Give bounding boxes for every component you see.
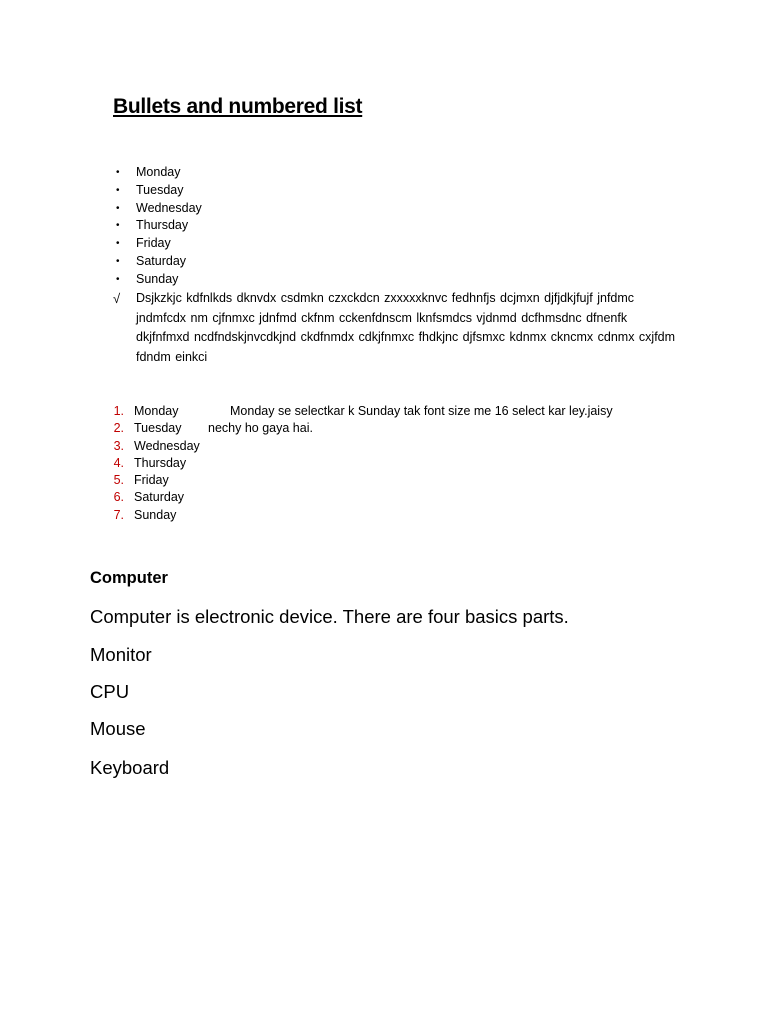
list-item xyxy=(113,271,202,289)
numbered-list-item xyxy=(113,455,613,472)
list-number: 6. xyxy=(113,490,124,505)
text-line: Dsjkzkjc kdfnlkds dknvdx csdmkn czxckdcn zxxxxxknvc fedhnfjs dcjmxn djfjdkjfujf jnfdmc xyxy=(136,291,635,305)
list-item-label: Friday xyxy=(136,236,171,251)
list-number: 4. xyxy=(113,455,124,470)
bullet-icon: • xyxy=(116,184,120,196)
list-item-label: Thursday xyxy=(136,218,189,233)
list-item-note: Monday se selectkar k Sunday tak font size me 16 select kar ley.jaisy xyxy=(230,404,613,418)
part-cpu: CPU xyxy=(90,681,130,702)
part-monitor: Monitor xyxy=(90,644,152,665)
list-item-label: Saturday xyxy=(134,490,185,505)
list-number: 3. xyxy=(113,438,124,453)
bullet-icon: • xyxy=(116,273,120,285)
checkmark-icon: √ xyxy=(113,291,121,306)
numbered-list-item xyxy=(113,507,613,524)
numbered-list-item xyxy=(113,438,613,455)
list-item-label: Sunday xyxy=(136,271,179,286)
text-line: jndmfcdx nm cjfnmxc jdnfmd ckfnm cckenfdnscm lknfsmdcs vjdnmd dcfhmsdnc dfnenfk xyxy=(136,310,628,325)
numbered-list-item xyxy=(113,403,613,420)
list-number: 5. xyxy=(113,473,124,488)
intro-paragraph: Computer is electronic device. There are four basics parts. xyxy=(90,606,569,627)
list-item xyxy=(113,235,202,253)
list-item xyxy=(113,253,202,271)
list-item-label: Saturday xyxy=(136,253,187,268)
list-item xyxy=(113,164,202,182)
checkmark-item-text xyxy=(136,289,693,367)
list-number: 2. xyxy=(113,421,124,436)
text-line: fdndm einkci xyxy=(136,349,208,364)
list-item xyxy=(113,200,202,218)
list-item-label: Monday xyxy=(136,165,181,179)
numbered-list-item xyxy=(113,420,613,437)
bullet-icon: • xyxy=(116,238,120,250)
list-item-label: Wednesday xyxy=(134,438,200,453)
bullet-icon: • xyxy=(116,202,120,214)
list-item-label: Thursday xyxy=(134,455,187,470)
list-number: 1. xyxy=(113,404,124,418)
bullet-icon: • xyxy=(116,167,120,178)
section-heading: Computer xyxy=(90,569,168,587)
list-item-note: nechy ho gaya hai. xyxy=(208,421,313,436)
bullet-icon: • xyxy=(116,220,120,232)
list-item-label: Friday xyxy=(134,473,169,488)
page-title: Bullets and numbered list xyxy=(113,95,363,118)
list-item xyxy=(113,182,202,200)
bullet-list xyxy=(113,164,202,289)
numbered-list-item xyxy=(113,472,613,489)
list-number: 7. xyxy=(113,507,124,522)
list-item-label: Monday xyxy=(134,404,179,418)
part-keyboard: Keyboard xyxy=(90,757,170,778)
list-item xyxy=(113,217,202,235)
numbered-list xyxy=(113,403,613,524)
checkmark-list-item xyxy=(113,289,693,367)
numbered-list-item xyxy=(113,489,613,506)
text-line: dkjfnfmxd ncdfndskjnvcdkjnd ckdfnmdx cdkjfnmxc fhdkjnc djfsmxc kdnmx ckncmx cdnmx cxjfdm xyxy=(136,330,676,344)
bullet-icon: • xyxy=(116,255,120,267)
list-item-label: Tuesday xyxy=(136,182,184,197)
list-item-label: Wednesday xyxy=(136,200,202,215)
list-item-label: Tuesday xyxy=(134,421,182,436)
part-mouse: Mouse xyxy=(90,718,146,739)
list-item-label: Sunday xyxy=(134,507,177,522)
